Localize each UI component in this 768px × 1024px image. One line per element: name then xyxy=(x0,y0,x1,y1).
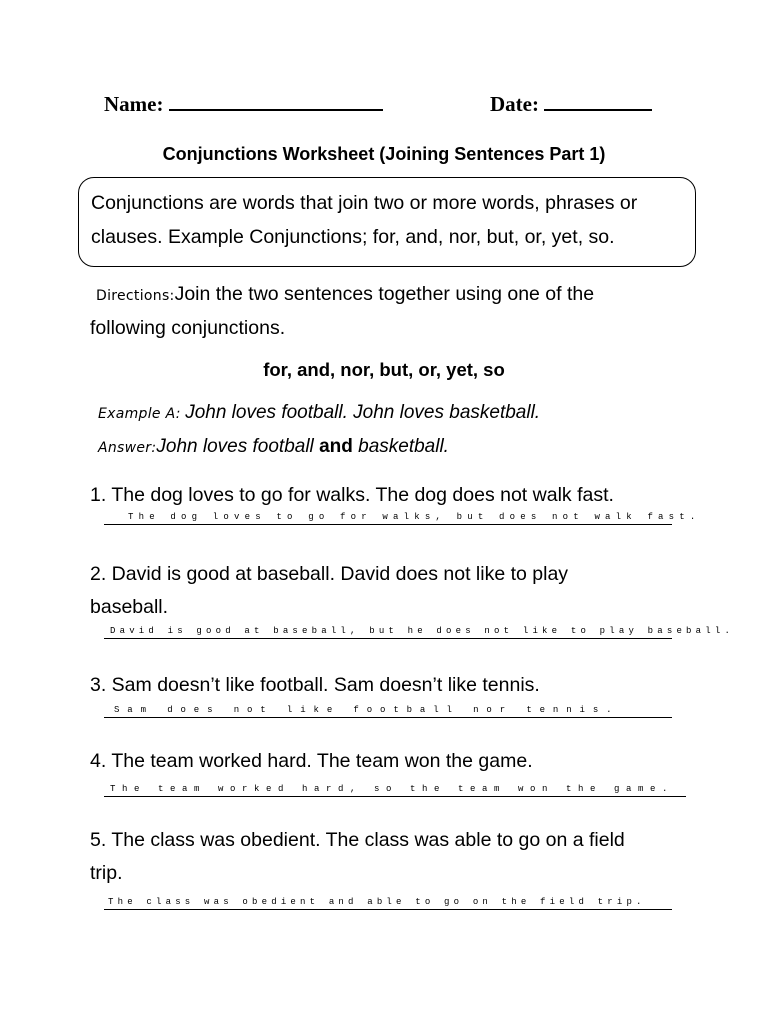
question-2 xyxy=(90,558,690,624)
answer-line-4 xyxy=(104,784,686,797)
answer-1: The dog loves to go for walks, but does not walk fast. xyxy=(128,512,701,522)
question-5-line2: trip. xyxy=(90,862,123,884)
answer-line-5 xyxy=(104,897,672,910)
question-4: 4. The team worked hard. The team won the game. xyxy=(90,750,533,772)
answer-line-1 xyxy=(104,512,701,525)
directions xyxy=(90,278,710,344)
question-3: 3. Sam doesn’t like football. Sam doesn’t like tennis. xyxy=(90,674,540,696)
answer-row xyxy=(98,436,449,458)
question-1: 1. The dog loves to go for walks. The dog does not walk fast. xyxy=(90,484,614,506)
name-field xyxy=(104,91,383,117)
directions-text-line1: Join the two sentences together using one of the xyxy=(174,283,595,305)
question-5 xyxy=(90,824,690,890)
question-5-line1: 5. The class was obedient. The class was able to go on a field xyxy=(90,829,625,851)
example-label: Example A: xyxy=(98,406,181,422)
worksheet-title: Conjunctions Worksheet (Joining Sentences Part 1) xyxy=(162,144,606,164)
name-label: Name: xyxy=(104,92,164,116)
date-label: Date: xyxy=(490,92,539,116)
answer-line-2 xyxy=(104,626,735,639)
example-text: John loves football. John loves basketball. xyxy=(185,402,541,423)
directions-label: Directions: xyxy=(96,288,175,304)
answer-2: David is good at baseball, but he does not like to play baseball. xyxy=(110,626,735,636)
answer-4: The team worked hard, so the team won the game. xyxy=(110,784,675,794)
directions-text-line2: following conjunctions. xyxy=(90,317,286,339)
answer-line-3 xyxy=(104,705,672,718)
conjunction-list: for, and, nor, but, or, yet, so xyxy=(263,359,505,380)
answer-3: Sam does not like football nor tennis. xyxy=(114,705,620,715)
intro-box xyxy=(78,177,696,267)
answer-label: Answer: xyxy=(98,440,157,456)
name-blank-line xyxy=(169,91,383,111)
date-field xyxy=(490,91,652,117)
answer-text-before: John loves football xyxy=(156,436,320,457)
date-blank-line xyxy=(544,91,652,111)
answer-5: The class was obedient and able to go on the field trip. xyxy=(108,897,646,907)
answer-text-after: basketball. xyxy=(352,436,449,457)
answer-conjunction: and xyxy=(319,436,353,457)
question-2-line2: baseball. xyxy=(90,596,169,618)
question-2-line1: 2. David is good at baseball. David does not like to play xyxy=(90,563,569,585)
example-row xyxy=(98,402,540,424)
intro-text: Conjunctions are words that join two or more words, phrases or clauses. Example Conjunctions; for, and, nor, but, or, yet, so. xyxy=(91,192,638,248)
